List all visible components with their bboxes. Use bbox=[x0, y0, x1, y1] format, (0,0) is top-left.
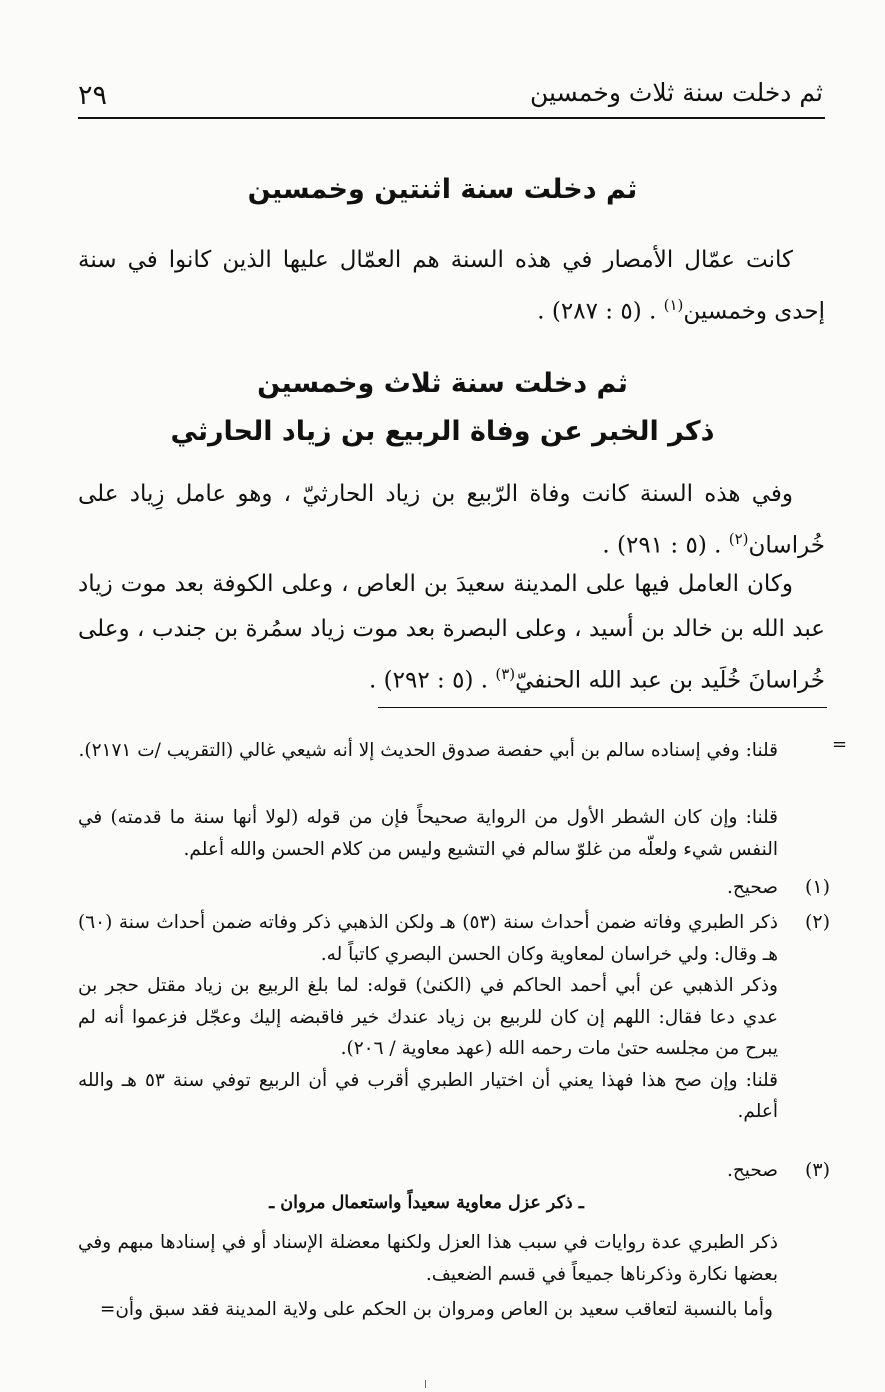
trailing-continuation-mark: = bbox=[99, 1299, 116, 1320]
footnote-continuation-2 bbox=[78, 802, 830, 865]
footnote-3-number: (٣) bbox=[804, 1159, 830, 1181]
page-number: ٢٩ bbox=[78, 80, 108, 111]
para2-citation: . (٥ : ٢٩٢) . bbox=[369, 667, 489, 694]
section-subheading: ذكر الخبر عن وفاة الربيع بن زياد الحارثي bbox=[170, 416, 715, 447]
page-bottom-tick bbox=[425, 1380, 426, 1388]
section2-paragraph-2 bbox=[78, 562, 825, 704]
footnote-ref-3: (٣) bbox=[495, 665, 516, 683]
footnote-3-body-1 bbox=[78, 1227, 830, 1290]
footnote-1-number: (١) bbox=[804, 876, 830, 898]
footnote-ref-2: (٢) bbox=[728, 530, 749, 548]
continuation-text-1: قلنا: وفي إسناده سالم بن أبي حفصة صدوق الحديث إلا أنه شيعي غالي (التقريب /ت ٢١٧١). bbox=[78, 740, 778, 761]
section-heading-52: ثم دخلت سنة اثنتين وخمسين bbox=[247, 174, 638, 205]
footnote-2 bbox=[78, 907, 830, 1128]
footnote-3-body-2-words: وأما بالنسبة لتعاقب سعيد بن العاص ومروان بن الحكم على ولاية المدينة فقد سبق وأن bbox=[115, 1299, 773, 1320]
footnote-3 bbox=[78, 1155, 830, 1187]
footnote-1 bbox=[78, 872, 830, 904]
footnote-continuation-1 bbox=[78, 735, 830, 767]
footnote-2-para-3: قلنا: وإن صح هذا فهذا يعني أن اختيار الطبري أقرب في أن الربيع توفي سنة ٥٣ هـ والله أعلم. bbox=[78, 1069, 778, 1122]
section-heading-53: ثم دخلت سنة ثلاث وخمسين bbox=[257, 368, 628, 399]
footnote-2-para-1: ذكر الطبري وفاته ضمن أحداث سنة (٥٣) هـ ولكن الذهبي ذكر وفاته ضمن أحداث سنة (٦٠) هـ وقال: ولي خراسان لمعاوية وكان الحسن البصري كاتباً له. bbox=[78, 912, 779, 965]
footnote-2-number: (٢) bbox=[804, 911, 830, 933]
footnote-ref-1: (١) bbox=[663, 296, 684, 314]
continuation-mark: = bbox=[832, 734, 848, 755]
para2-text: وكان العامل فيها على المدينة سعيدَ بن العاص ، وعلى الكوفة بعد موت زياد عبد الله بن خالد بن أسيد ، وعلى البصرة بعد موت زياد سمُرة بن جندب ، وعلى خُراسانَ خُلَيد بن عبد الله الحنفيّ bbox=[78, 571, 825, 694]
footnote-subheading: ـ ذكر عزل معاوية سعيداً واستعمال مروان ـ bbox=[269, 1193, 584, 1213]
section1-paragraph bbox=[78, 238, 825, 335]
footnote-3-body-1-text: ذكر الطبري عدة روايات في سبب هذا العزل ولكنها معضلة الإسناد أو في إسنادها مبهم وفي بعضها نكارة وذكرناها جميعاً في قسم الضعيف. bbox=[78, 1232, 778, 1285]
section2-paragraph-1 bbox=[78, 472, 825, 569]
footnote-3-body-2-text bbox=[78, 1294, 773, 1326]
footnote-2-para-2: وذكر الذهبي عن أبي أحمد الحاكم في (الكنىٰ) قوله: لما بلغ الربيع بن زياد مقتل حجر بن عدي دعا فقال: اللهم إن كان للربيع بن زياد عندك خير فاقبضه إليك وعجّل فزعموا أنه لم يبرح من مجلسه حتىٰ مات رحمه الله (عهد معاوية / ٢٠٦). bbox=[78, 975, 778, 1059]
section1-citation: . (٥ : ٢٨٧) . bbox=[537, 298, 657, 325]
para1-citation: . (٥ : ٢٩١) . bbox=[602, 532, 722, 559]
footnote-3-body-2 bbox=[78, 1294, 825, 1326]
footnote-3-text: صحيح. bbox=[726, 1160, 778, 1181]
footnote-separator bbox=[378, 707, 827, 708]
continuation-text-2: قلنا: وإن كان الشطر الأول من الرواية صحيحاً فإن من قوله (لولا أنها سنة ما قدمته) في النفس شيء ولعلّه من غلوّ سالم في التشيع وليس من كلام الحسن والله أعلم. bbox=[78, 807, 778, 860]
running-title: ثم دخلت سنة ثلاث وخمسين bbox=[530, 78, 823, 107]
header-rule bbox=[78, 117, 825, 119]
section1-text: كانت عمّال الأمصار في هذه السنة هم العمّال عليها الذين كانوا في سنة إحدى وخمسين bbox=[78, 247, 825, 325]
para1-text: وفي هذه السنة كانت وفاة الرّبيع بن زياد الحارثيّ ، وهو عامل زِياد على خُراسان bbox=[78, 481, 825, 559]
footnote-1-text: صحيح. bbox=[726, 877, 778, 898]
